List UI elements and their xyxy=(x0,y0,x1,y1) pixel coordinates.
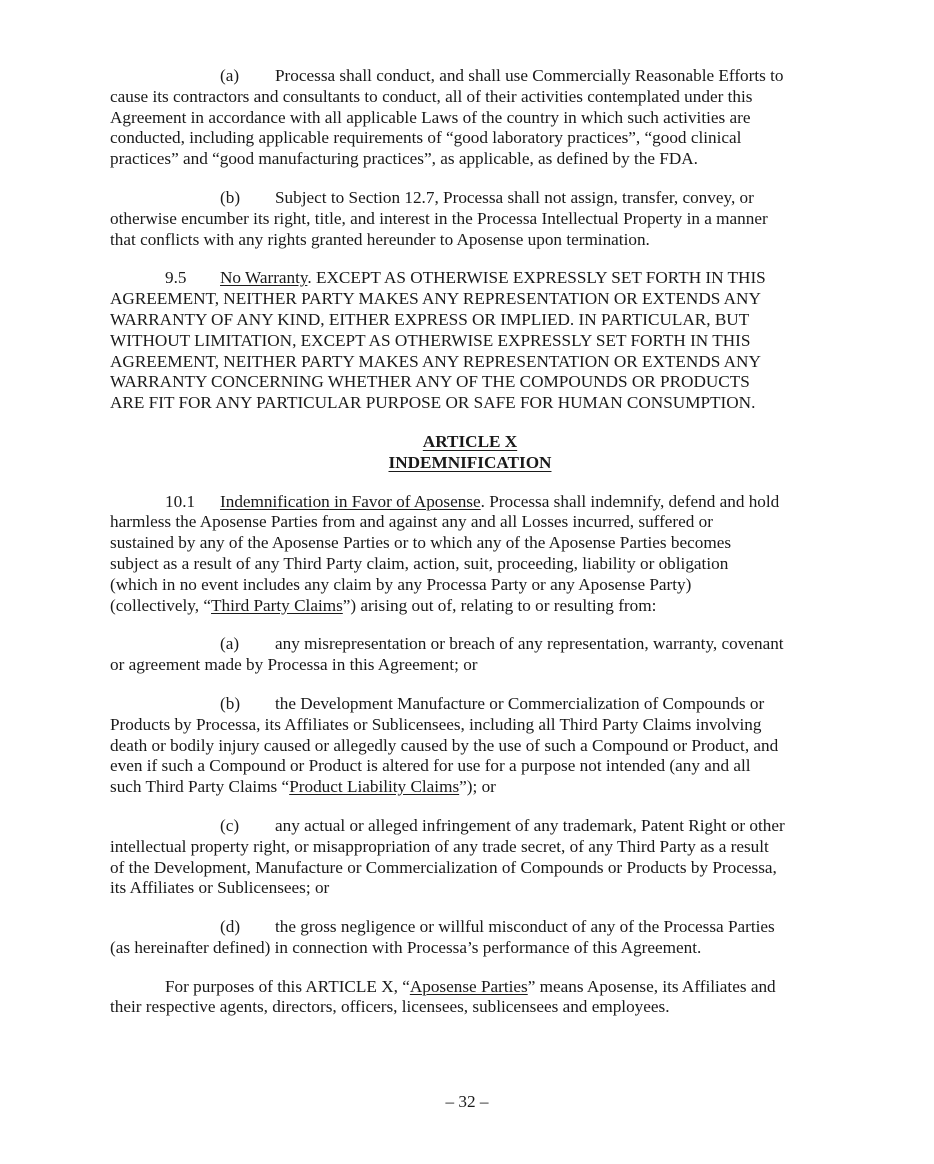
clause-text-line: its Affiliates or Sublicensees; or xyxy=(110,878,330,898)
clause-text-line: otherwise encumber its right, title, and interest in the Processa Intellectual Property in a manner xyxy=(110,208,768,228)
section-text: ”) arising out of, relating to or resulting from: xyxy=(342,595,657,615)
clause-text-line: cause its contractors and consultants to conduct, all of their activities contemplated under this xyxy=(110,86,753,106)
section-number: 9.5 xyxy=(165,268,187,288)
clause-label: (c) xyxy=(220,815,240,835)
section-text: (collectively, “ xyxy=(110,595,212,615)
section-text-line: ARE FIT FOR ANY PARTICULAR PURPOSE OR SAFE FOR HUMAN CONSUMPTION. xyxy=(110,393,756,413)
definition-text: ” means Aposense, its Affiliates and xyxy=(527,976,776,996)
clause-text-line: Agreement in accordance with all applicable Laws of the country in which such activities are xyxy=(110,107,751,127)
clause-text-line: intellectual property right, or misappropriation of any trade secret, of any Third Party as a result xyxy=(110,836,769,856)
clause-label: (a) xyxy=(220,66,240,85)
clause-text: such Third Party Claims “ xyxy=(110,777,290,797)
article-heading xyxy=(110,432,830,474)
section-title: No Warranty xyxy=(220,268,308,288)
clause-10-1-b xyxy=(110,694,830,798)
clause-text-line: the gross negligence or willful misconduct of any of the Processa Parties xyxy=(275,917,775,937)
clause-label: (a) xyxy=(220,634,240,654)
definition-text-line: their respective agents, directors, officers, licensees, sublicensees and employees. xyxy=(110,997,670,1017)
clause-text-line: of the Development, Manufacture or Commercialization of Compounds or Products by Processa, xyxy=(110,857,777,877)
article-number: ARTICLE X xyxy=(422,431,518,451)
clause-text-line: Subject to Section 12.7, Processa shall not assign, transfer, convey, or xyxy=(275,187,754,207)
article-title: INDEMNIFICATION xyxy=(388,452,552,472)
defined-term-aposense-parties: Aposense Parties xyxy=(409,976,528,996)
clause-text-line: even if such a Compound or Product is altered for use for a purpose not intended (any and all xyxy=(110,756,751,776)
section-text-line: sustained by any of the Aposense Parties or to which any of the Aposense Parties becomes xyxy=(110,533,732,553)
section-text-line: harmless the Aposense Parties from and against any and all Losses incurred, suffered or xyxy=(110,512,713,532)
section-text-line: WARRANTY CONCERNING WHETHER ANY OF THE COMPOUNDS OR PRODUCTS xyxy=(110,372,750,392)
clause-text-line: the Development Manufacture or Commercialization of Compounds or xyxy=(275,693,765,713)
clause-text-line: death or bodily injury caused or allegedly caused by the use of such a Compound or Product, and xyxy=(110,735,779,755)
page-number: – 32 – xyxy=(445,1092,489,1111)
clause-text-line: that conflicts with any rights granted hereunder to Aposense upon termination. xyxy=(110,229,650,249)
defined-term-third-party-claims: Third Party Claims xyxy=(211,595,343,615)
clause-10-1-c xyxy=(110,816,830,899)
clause-9-4-b xyxy=(110,188,830,250)
clause-10-1-a xyxy=(110,634,830,676)
section-text-line: subject as a result of any Third Party claim, action, suit, proceeding, liability or obligation xyxy=(110,553,729,573)
section-text-line: WITHOUT LIMITATION, EXCEPT AS OTHERWISE EXPRESSLY SET FORTH IN THIS xyxy=(110,330,751,350)
clause-text-line: conducted, including applicable requirements of “good laboratory practices”, “good clinical xyxy=(110,128,742,148)
definition-aposense-parties xyxy=(110,977,830,1019)
defined-term-product-liability-claims: Product Liability Claims xyxy=(289,777,460,797)
section-text-line: (which in no event includes any claim by any Processa Party or any Aposense Party) xyxy=(110,574,692,594)
clause-9-4-a xyxy=(110,66,830,170)
clause-10-1-d xyxy=(110,917,830,959)
section-9-5-no-warranty xyxy=(110,268,830,414)
clause-text-line: any misrepresentation or breach of any representation, warranty, covenant xyxy=(275,634,784,654)
clause-text-line: (as hereinafter defined) in connection with Processa’s performance of this Agreement. xyxy=(110,937,702,957)
section-text-line: AGREEMENT, NEITHER PARTY MAKES ANY REPRESENTATION OR EXTENDS ANY xyxy=(110,289,761,309)
clause-text-line: Processa shall conduct, and shall use Commercially Reasonable Efforts to xyxy=(275,66,784,85)
clause-text-line: Products by Processa, its Affiliates or Sublicensees, including all Third Party Claims involving xyxy=(110,714,762,734)
section-text: . Processa shall indemnify, defend and hold xyxy=(480,491,780,511)
section-title: Indemnification in Favor of Aposense xyxy=(220,491,481,511)
section-text-line: AGREEMENT, NEITHER PARTY MAKES ANY REPRESENTATION OR EXTENDS ANY xyxy=(110,351,761,371)
document-page xyxy=(110,66,830,1036)
clause-text-line: practices” and “good manufacturing practices”, as applicable, as defined by the FDA. xyxy=(110,149,698,169)
section-text: . EXCEPT AS OTHERWISE EXPRESSLY SET FORTH IN THIS xyxy=(307,268,766,288)
clause-text-line: any actual or alleged infringement of any trademark, Patent Right or other xyxy=(275,815,785,835)
section-text-line: WARRANTY OF ANY KIND, EITHER EXPRESS OR IMPLIED. IN PARTICULAR, BUT xyxy=(110,309,750,329)
clause-label: (b) xyxy=(220,693,241,713)
clause-label: (b) xyxy=(220,187,241,207)
clause-label: (d) xyxy=(220,917,241,937)
section-number: 10.1 xyxy=(165,491,196,511)
definition-text: For purposes of this ARTICLE X, “ xyxy=(165,976,410,996)
clause-text-line: or agreement made by Processa in this Agreement; or xyxy=(110,655,478,675)
section-10-1-indemnification xyxy=(110,492,830,617)
clause-text: ”); or xyxy=(459,777,496,797)
